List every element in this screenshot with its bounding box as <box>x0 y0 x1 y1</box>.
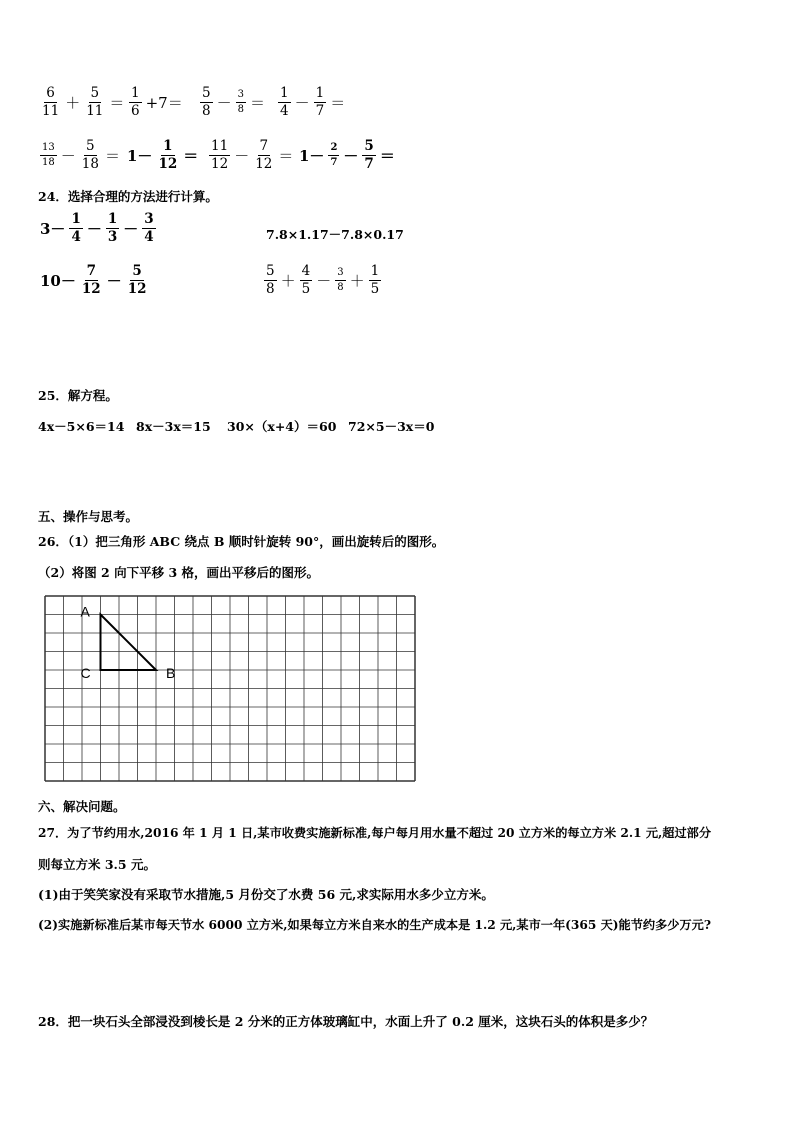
label-a: A <box>80 603 90 620</box>
operator: ＋ <box>280 272 296 290</box>
fraction <box>80 264 103 297</box>
label-c: C <box>80 665 91 681</box>
exercise-row2-item1 <box>38 139 122 172</box>
operator: ＝ <box>278 147 294 165</box>
denominator: 8 <box>337 282 344 293</box>
numerator: 1 <box>131 85 140 101</box>
denominator: 8 <box>266 281 275 297</box>
fraction <box>129 86 142 119</box>
operator: ＝ <box>249 94 265 112</box>
operator: － <box>123 220 139 238</box>
denominator: 12 <box>211 156 229 172</box>
q24-expr-c <box>38 264 150 297</box>
denominator: 4 <box>144 229 154 245</box>
grid-figure <box>44 595 416 789</box>
operator: +7＝ <box>145 94 183 112</box>
q25-equation-4: 72×5－3x＝0 <box>348 419 435 434</box>
operator: ＋ <box>349 272 365 290</box>
q24-expr-d <box>262 264 383 297</box>
fraction <box>264 264 277 297</box>
operator: － <box>86 220 102 238</box>
q26-line2: （2）将图 2 向下平移 3 格，画出平移后的图形。 <box>38 565 320 580</box>
numerator: 5 <box>132 263 142 279</box>
operator: 1－ <box>299 147 325 165</box>
exercise-row1-item2 <box>127 86 185 119</box>
operator: 3－ <box>40 220 66 238</box>
label-b: B <box>166 665 176 681</box>
denominator: 4 <box>71 229 81 245</box>
fraction <box>236 89 246 116</box>
denominator: 12 <box>127 281 147 297</box>
denominator: 7 <box>315 103 325 119</box>
fraction <box>335 267 345 294</box>
fraction <box>80 139 101 172</box>
fraction <box>278 86 291 119</box>
exercise-row1-item1 <box>38 86 126 119</box>
q24-expr-b: 7.8×1.17－7.8×0.17 <box>266 227 404 242</box>
q25-equation-3: 30×（x+4）＝60 <box>227 419 337 434</box>
denominator: 3 <box>107 229 118 245</box>
operator: － <box>234 147 250 165</box>
fraction <box>200 86 213 119</box>
denominator: 12 <box>255 156 273 172</box>
fraction <box>209 139 230 172</box>
fraction <box>362 139 375 172</box>
numerator: 1 <box>71 211 81 227</box>
fraction <box>314 86 327 119</box>
q26-line1: 26．（1）把三角形 ABC 绕点 B 顺时针旋转 90°，画出旋转后的图形。 <box>38 534 445 549</box>
denominator: 8 <box>202 103 211 119</box>
operator: － <box>343 147 359 165</box>
denominator: 18 <box>42 157 55 168</box>
denominator: 5 <box>301 281 311 297</box>
numerator: 11 <box>211 138 229 154</box>
denominator: 11 <box>86 103 104 119</box>
fraction <box>126 264 149 297</box>
fraction <box>156 139 179 172</box>
numerator: 5 <box>86 138 95 154</box>
fraction <box>40 142 57 169</box>
fraction <box>40 86 61 119</box>
numerator: 1 <box>280 85 289 101</box>
numerator: 13 <box>40 142 57 156</box>
numerator: 1 <box>370 263 380 279</box>
section5-title: 五、操作与思考。 <box>38 509 139 524</box>
operator: ＝ <box>183 147 199 165</box>
numerator: 1 <box>163 138 173 154</box>
q27-part2: (2)实施新标准后某市每天节水 6000 立方米,如果每立方米自来水的生产成本是 1.2 元,某市一年(365 天)能节约多少万元? <box>38 918 712 932</box>
numerator: 7 <box>86 263 96 279</box>
operator: － <box>316 272 332 290</box>
exercise-row2-item3 <box>207 139 295 172</box>
fraction <box>84 86 105 119</box>
operator: ＝ <box>109 94 125 112</box>
q24-title: 24．选择合理的方法进行计算。 <box>38 189 218 204</box>
operator: － <box>294 94 310 112</box>
operator: － <box>106 272 122 290</box>
operator: － <box>216 94 232 112</box>
denominator: 7 <box>330 157 338 168</box>
q27-line1: 27．为了节约用水,2016 年 1 月 1 日,某市收费实施新标准,每户每月用水量不超过 20 立方米的每立方米 2.1 元,超过部分 <box>38 826 712 840</box>
numerator: 5 <box>90 85 100 101</box>
operator: 1－ <box>127 147 153 165</box>
operator: ＝ <box>379 147 395 165</box>
q25-equation-2: 8x－3x＝15 <box>136 419 211 434</box>
numerator: 4 <box>301 263 311 279</box>
operator: － <box>60 147 76 165</box>
operator: ＝ <box>330 94 346 112</box>
operator: ＝ <box>104 147 120 165</box>
denominator: 11 <box>42 103 60 119</box>
fraction <box>369 264 382 297</box>
exercise-row1-item4 <box>276 86 347 119</box>
q28-text: 28．把一块石头全部浸没到棱长是 2 分米的正方体玻璃缸中，水面上升了 0.2 厘米，这块石头的体积是多少？ <box>38 1014 654 1029</box>
fraction <box>328 142 339 169</box>
grid-svg <box>44 595 416 785</box>
fraction <box>69 212 82 245</box>
fraction <box>253 139 274 172</box>
denominator: 12 <box>81 281 101 297</box>
q27-part1: (1)由于笑笑家没有采取节水措施,5 月份交了水费 56 元,求实际用水多少立方米。 <box>38 887 494 902</box>
denominator: 8 <box>237 104 244 115</box>
section6-title: 六、解决问题。 <box>38 799 126 814</box>
numerator: 5 <box>266 263 275 279</box>
exercise-row2-item2 <box>125 139 200 172</box>
numerator: 1 <box>107 211 118 227</box>
exercise-row2-item4 <box>297 139 397 172</box>
numerator: 5 <box>202 85 211 101</box>
denominator: 5 <box>370 281 380 297</box>
numerator: 3 <box>236 89 246 103</box>
numerator: 5 <box>364 138 374 154</box>
numerator: 3 <box>335 267 345 281</box>
q27-line2: 则每立方米 3.5 元。 <box>38 857 156 872</box>
operator: ＋ <box>65 94 81 112</box>
numerator: 1 <box>315 85 325 101</box>
fraction <box>142 212 155 245</box>
triangle-abc <box>101 615 157 671</box>
numerator: 6 <box>46 85 55 101</box>
denominator: 4 <box>280 103 289 119</box>
q25-equation-1: 4x－5×6＝14 <box>38 419 125 434</box>
fraction <box>300 264 313 297</box>
denominator: 7 <box>364 156 374 172</box>
numerator: 7 <box>259 138 269 154</box>
numerator: 2 <box>328 142 339 156</box>
q25-title: 25．解方程。 <box>38 388 118 403</box>
fraction <box>106 212 119 245</box>
denominator: 6 <box>131 103 140 119</box>
exercise-row1-item3 <box>198 86 267 119</box>
denominator: 12 <box>158 156 178 172</box>
denominator: 18 <box>81 156 99 172</box>
operator: 10－ <box>40 272 76 290</box>
numerator: 3 <box>144 211 154 227</box>
q24-expr-a <box>38 212 158 245</box>
